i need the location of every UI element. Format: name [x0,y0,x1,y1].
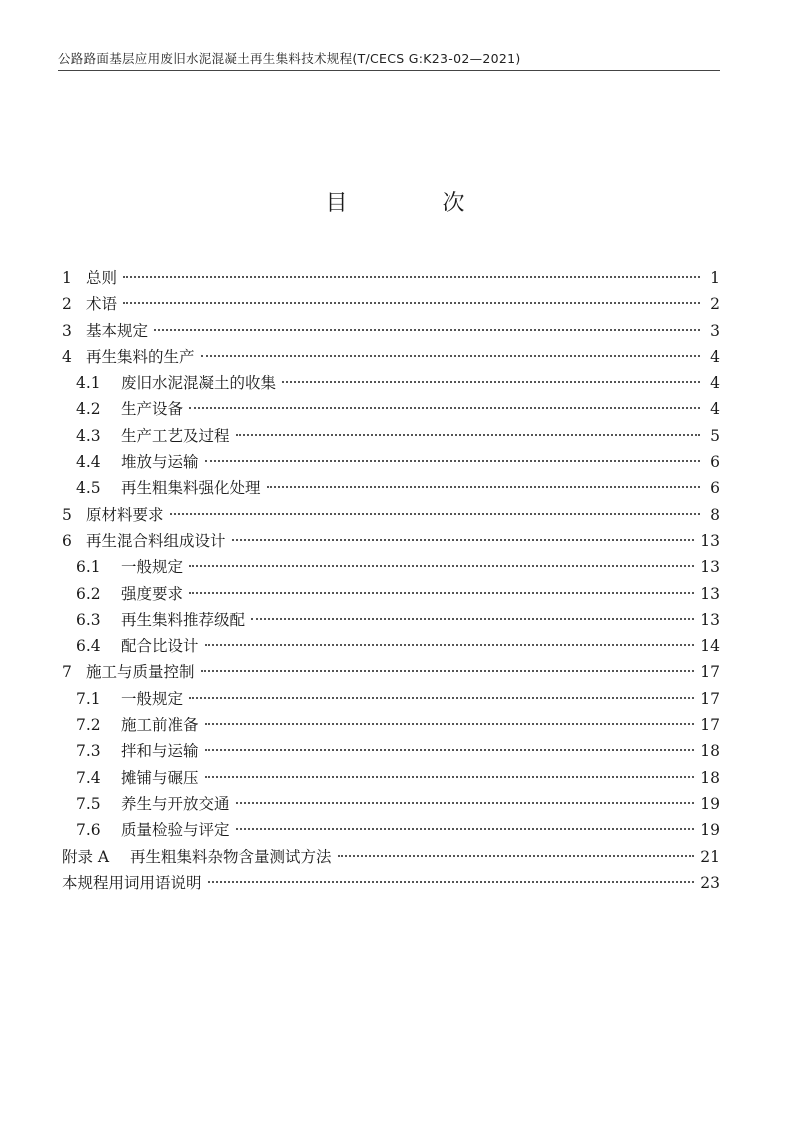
toc-dot-leader [189,592,694,594]
toc-entry-number: 7.5 [76,794,101,813]
toc-dot-leader [232,539,695,541]
toc-entry-label: 总则 [86,269,118,287]
toc-entry-number: 7.2 [76,716,101,735]
toc-entry-label: 堆放与运输 [121,453,199,472]
toc-entry[interactable] [62,845,720,871]
toc-entry-page: 3 [710,321,720,340]
toc-entry-number: 附录 A [62,847,110,866]
toc-entry-label: 再生粗集料强化处理 [121,479,261,498]
toc-entry-page: 4 [710,347,720,366]
toc-entry[interactable] [62,766,720,792]
toc-entry-page: 13 [700,531,720,550]
toc-entry-page: 13 [700,610,720,629]
toc-entry-label: 再生集料的生产 [86,347,195,366]
toc-dot-leader [189,565,694,567]
toc-entry-number: 4.1 [76,374,101,393]
toc-dot-leader [201,355,700,357]
toc-entry-number: 6.1 [76,558,101,577]
toc-entry-number: 6 [62,531,72,550]
toc-entry-label: 生产工艺及过程 [121,426,230,445]
toc-entry-label: 摊铺与碾压 [121,768,199,787]
toc-entry-number: 4.4 [76,453,101,472]
toc-dot-leader [170,513,700,515]
toc-dot-leader [123,302,700,304]
toc-entry-page: 1 [710,269,720,287]
toc-dot-leader [236,802,695,804]
toc-dot-leader [123,276,700,278]
toc-entry[interactable] [62,529,720,555]
toc-entry[interactable] [62,818,720,844]
page-title: 目 次 [325,191,509,216]
toc-dot-leader [189,407,700,409]
toc-entry-page: 6 [710,479,720,498]
toc-entry-number: 5 [62,505,72,524]
toc-entry-label: 施工前准备 [121,716,199,735]
toc-entry[interactable] [62,371,720,397]
toc-entry[interactable] [62,476,720,502]
toc-entry-number: 4.5 [76,479,101,498]
toc-dot-leader [205,460,700,462]
toc-entry[interactable] [62,739,720,765]
toc-dot-leader [205,749,695,751]
toc-entry-number: 6.4 [76,637,101,656]
toc-entry-label: 本规程用词用语说明 [62,873,202,892]
toc-entry-label: 生产设备 [121,400,184,419]
toc-entry-page: 17 [700,689,720,708]
toc-entry-page: 19 [700,794,720,813]
toc-dot-leader [338,855,695,857]
toc-entry-page: 18 [700,768,720,787]
toc-entry-page: 6 [710,453,720,472]
toc-entry-label: 拌和与运输 [121,742,199,761]
toc-dot-leader [236,828,695,830]
toc-entry[interactable] [62,660,720,686]
toc-entry[interactable] [62,713,720,739]
toc-dot-leader [282,381,700,383]
toc-entry-page: 4 [710,374,720,393]
toc-entry-number: 2 [62,295,72,314]
toc-entry[interactable] [62,871,720,897]
toc-entry-label: 废旧水泥混凝土的收集 [121,374,277,393]
toc-dot-leader [205,723,695,725]
toc-entry-number: 7 [62,663,72,682]
toc-entry-number: 1 [62,269,72,287]
toc-entry-number: 7.1 [76,689,101,708]
toc-entry-page: 23 [700,873,720,892]
toc-entry[interactable] [62,608,720,634]
toc-entry-label: 一般规定 [121,689,184,708]
toc-entry[interactable] [62,555,720,581]
header-rule [58,70,720,71]
toc-entry-page: 4 [710,400,720,419]
toc-dot-leader [236,434,700,436]
toc-entry-number: 7.6 [76,821,101,840]
toc-entry[interactable] [62,582,720,608]
toc-entry[interactable] [62,319,720,345]
toc-entry-label: 配合比设计 [121,637,199,656]
toc-entry[interactable] [62,792,720,818]
toc-entry[interactable] [62,503,720,529]
toc-dot-leader [205,776,695,778]
toc-dot-leader [154,329,700,331]
toc-entry-label: 再生集料推荐级配 [121,610,246,629]
toc-entry-page: 21 [700,847,720,866]
toc-entry-label: 强度要求 [121,584,184,603]
toc-entry-label: 养生与开放交通 [121,794,230,813]
toc-dot-leader [208,881,695,883]
toc-entry-number: 7.4 [76,768,101,787]
toc-entry-label: 原材料要求 [86,505,164,524]
toc-entry-label: 再生混合料组成设计 [86,531,226,550]
toc-entry-number: 3 [62,321,72,340]
toc-entry-number: 4.3 [76,426,101,445]
toc-entry-page: 8 [710,505,720,524]
toc-entry[interactable] [62,634,720,660]
toc-entry-page: 17 [700,716,720,735]
toc-entry-label: 质量检验与评定 [121,821,230,840]
toc-entry-number: 4 [62,347,72,366]
toc-entry[interactable] [62,292,720,318]
toc-entry[interactable] [62,266,720,292]
toc-entry-label: 术语 [86,295,118,314]
toc-entry[interactable] [62,424,720,450]
toc-entry-page: 17 [700,663,720,682]
toc-entry-page: 13 [700,558,720,577]
table-of-contents [62,266,720,897]
toc-entry-label: 施工与质量控制 [86,663,195,682]
toc-entry-page: 2 [710,295,720,314]
toc-dot-leader [189,697,694,699]
toc-entry-page: 19 [700,821,720,840]
toc-entry-label: 基本规定 [86,321,149,340]
toc-dot-leader [267,486,700,488]
toc-entry-label: 再生粗集料杂物含量测试方法 [130,847,332,866]
toc-entry[interactable] [62,450,720,476]
toc-entry-number: 7.3 [76,742,101,761]
toc-dot-leader [205,644,695,646]
toc-entry-number: 4.2 [76,400,101,419]
running-header: 公路路面基层应用废旧水泥混凝土再生集料技术规程(T/CECS G:K23-02—2021) [58,51,521,66]
toc-entry-page: 18 [700,742,720,761]
toc-entry-label: 一般规定 [121,558,184,577]
toc-entry-page: 5 [710,426,720,445]
toc-dot-leader [251,618,694,620]
toc-entry-page: 13 [700,584,720,603]
toc-entry-number: 6.3 [76,610,101,629]
toc-entry[interactable] [62,687,720,713]
toc-entry[interactable] [62,397,720,423]
toc-dot-leader [201,670,695,672]
toc-entry-number: 6.2 [76,584,101,603]
toc-entry[interactable] [62,345,720,371]
toc-entry-page: 14 [700,637,720,656]
